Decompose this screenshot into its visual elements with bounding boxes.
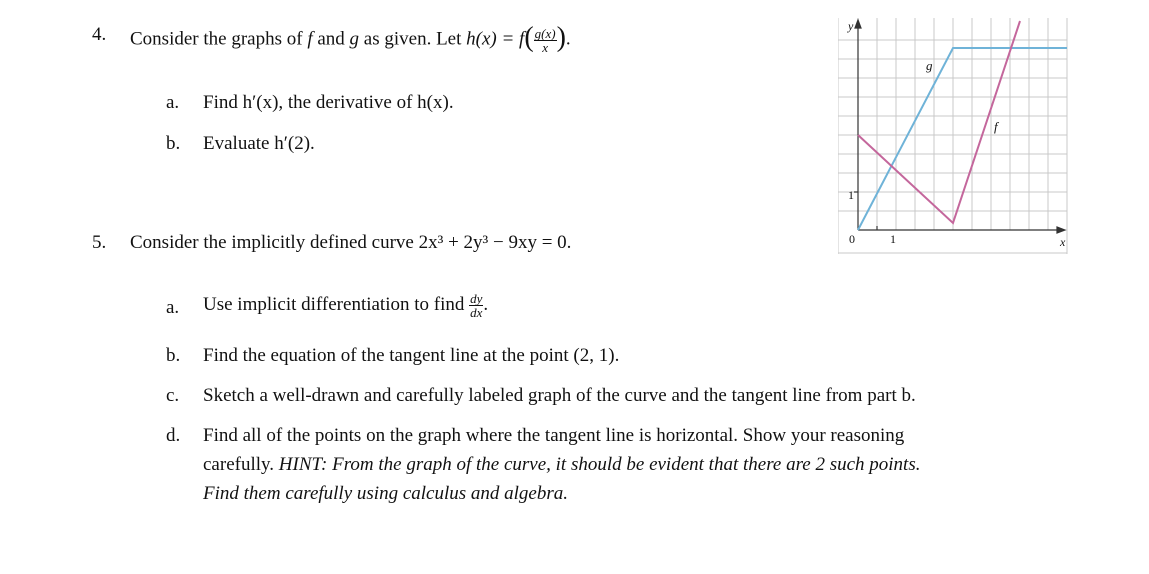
origin-label: 0 [849,232,855,246]
problem-4b-label: b. [166,133,181,154]
problem-5c-label: c. [166,385,180,406]
problem-5d-line3: Find them carefully using calculus and algebra. [203,483,568,504]
period: . [483,293,489,315]
y-axis-label: y [848,19,854,33]
x-tick-label: 1 [890,232,896,246]
g-curve [858,48,1067,230]
problem-5d-line2-plain: carefully. [203,454,275,475]
problem-5b-text: Find the equation of the tangent line at the point (2, 1). [203,345,620,366]
problem-4a-label: a. [166,92,180,113]
f-curve-label: f [994,119,998,134]
period: . [565,28,571,50]
problem-4-intro: Consider the graphs of [130,28,303,50]
problem-5d-hint: HINT: From the graph of the curve, it should be evident that there are 2 such points. [278,454,921,475]
h-definition-fraction [534,27,557,54]
problem-5a-text [203,292,488,319]
problem-5d-line2 [203,454,920,476]
problem-4b-text: Evaluate h′(2). [203,133,315,154]
given-text: as given. Let [363,28,462,50]
function-graph [838,18,1068,254]
problem-5d-line1: Find all of the points on the graph where the tangent line is horizontal. Show your reasoning [203,425,905,446]
dx-denominator: dx [470,305,483,320]
h-frac-denominator: x [542,39,549,55]
h-definition-lhs: h(x) = f [466,28,525,50]
problem-5d-label: d. [166,425,181,446]
problem-4-statement [130,24,571,56]
problem-5b-label: b. [166,345,181,366]
problem-5a-statement: Use implicit differentiation to find [203,293,465,315]
problem-5c-text: Sketch a well-drawn and carefully labeled graph of the curve and the tangent line from part b. [203,385,916,406]
and-word: and [317,28,345,50]
g-symbol: g [349,28,360,50]
h-frac-numerator: g(x) [534,25,556,41]
y-axis-arrow [855,20,861,28]
open-paren: ( [524,22,534,53]
problem-5-number: 5. [92,232,107,253]
x-axis-arrow [1057,227,1065,233]
g-curve-label: g [926,58,933,73]
problem-4-number: 4. [92,24,107,45]
problem-5a-label: a. [166,297,180,318]
y-tick-label: 1 [848,188,854,202]
problem-4a-text: Find h′(x), the derivative of h(x). [203,92,454,113]
dy-numerator: dy [470,291,483,306]
graph-grid [838,18,1067,254]
close-paren: ) [556,22,566,53]
x-axis-label: x [1060,235,1066,249]
f-symbol: f [307,28,313,50]
dy-dx-fraction [469,292,483,319]
problem-5-intro: Consider the implicitly defined curve 2x³ + 2y³ − 9xy = 0. [130,232,572,253]
